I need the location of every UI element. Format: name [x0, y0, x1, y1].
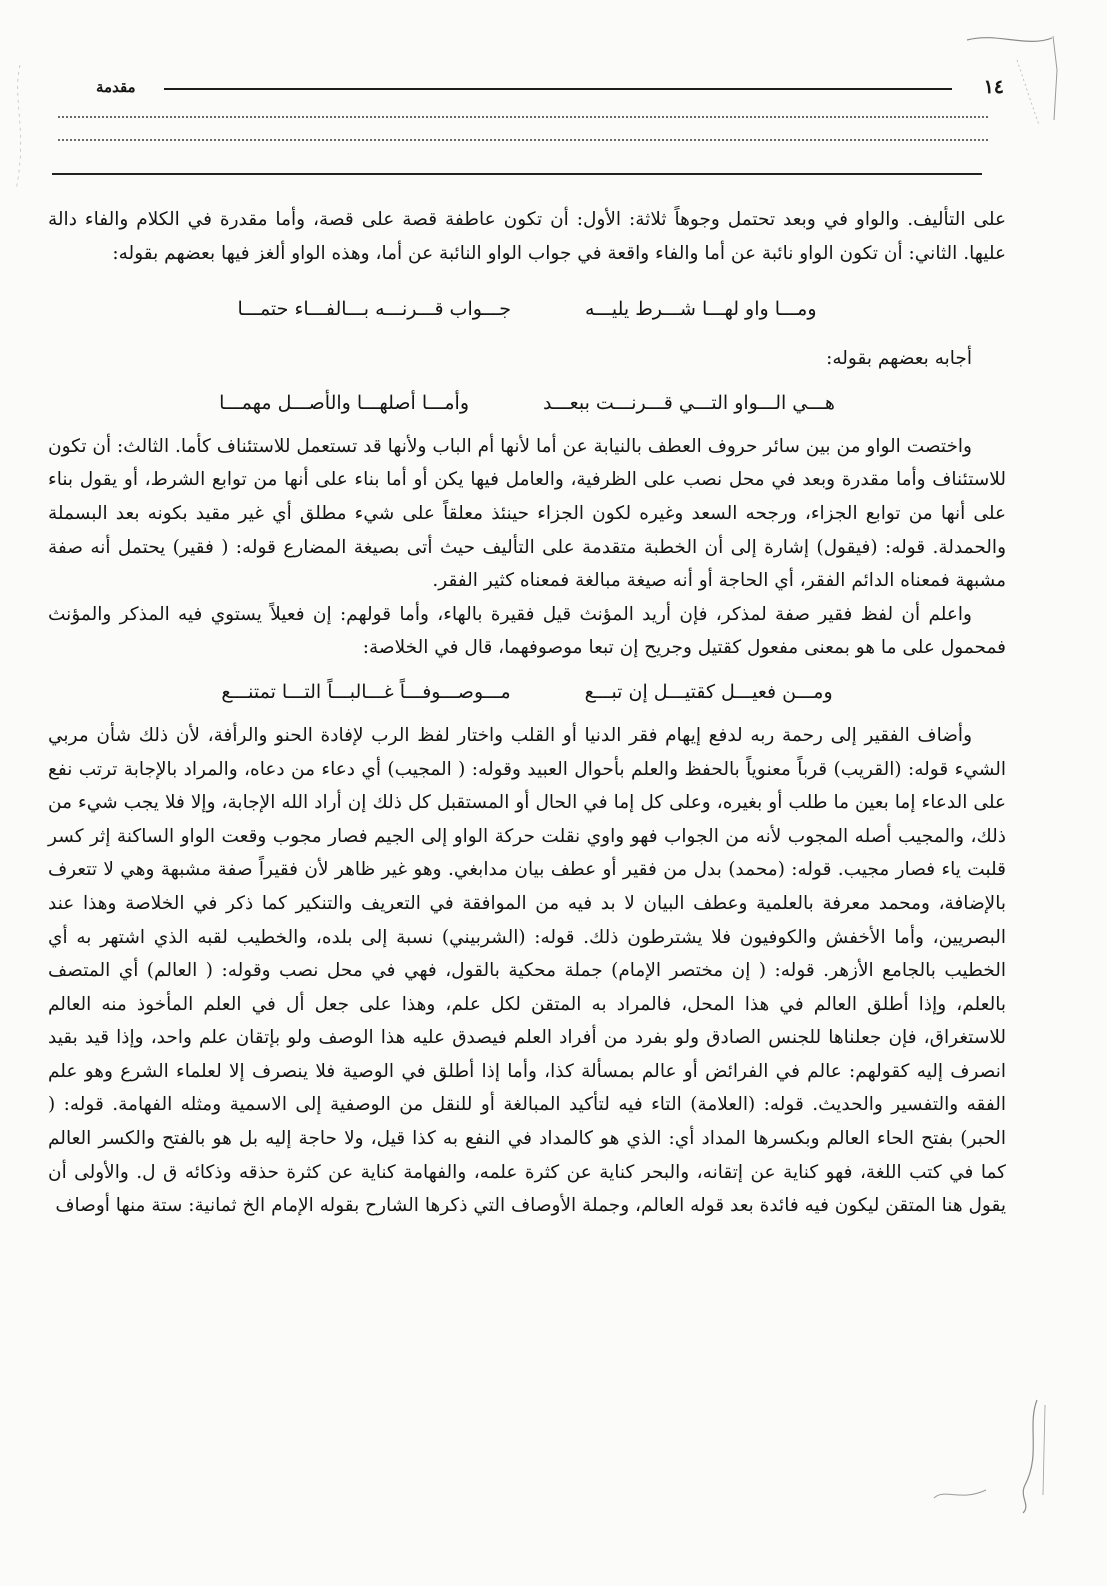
page-number: ١٤ [983, 76, 1004, 98]
verse-answer [48, 386, 1006, 420]
verse-khulasa-second-hemistich: مـــوصـــوفـــاً غـــالبـــاً التـــا تمتنـــع [221, 680, 511, 703]
main-text [48, 203, 1006, 1223]
margin-scribble-left [2, 60, 42, 200]
header-separator [52, 173, 982, 175]
page-header [96, 74, 1040, 104]
verse-riddle [48, 292, 1006, 326]
paragraph-faqir: واعلم أن لفظ فقير صفة لمذكر، فإن أريد المؤنث قيل فقيرة بالهاء، وأما قولهم: إن فعيلاً يستوي فيه المذكر والمؤنث فمحمول على ما هو بمعنى مفعول كقتيل وجريح إن تبعا موصوفهما، قال في الخلاصة: [48, 603, 1006, 659]
margin-scribble-bottom [997, 1395, 1057, 1515]
margin-scribble-corner [930, 1478, 990, 1508]
dotted-divider-bottom [58, 139, 988, 141]
paragraph-waw-istinaf: واختصت الواو من بين سائر حروف العطف بالنيابة عن أما لأنها أم الباب ولأنها قد تستعمل للاستئناف كأما. الثالث: أن تكون للاستئناف وأما مقدرة وبعد في محل نصب على الظرفية، والعامل فيها يكن أو أما بناء على أنها من توابع الشرط، أو يقول بناء على أنها من توابع الجزاء، ورجحه السعد وغيره لكون الجزاء حينئذ معلقاً على شيء مطلق أي غير مقيد بكونه بعد البسملة والحمدلة. قوله: (فيقول) إشارة إلى أن الخطبة متقدمة على التأليف حيث أتى بصيغة المضارع قوله: ( فقير) يحتمل أنه صفة مشبهة فمعناه الدائم الفقر، أي الحاجة أو أنه صيغة مبالغة فمعناه كثير الفقر. [48, 435, 1006, 592]
header-rule [164, 88, 952, 90]
paragraph-commentary: وأضاف الفقير إلى رحمة ربه لدفع إيهام فقر الدنيا أو القلب واختار لفظ الرب لإفادة الحنو والرأفة، لأن ذلك شأن مربي الشيء قوله: (القريب) قرباً معنوياً بالحفظ والعلم بأحوال العبيد وقوله: ( المجيب) أي دعاء من دعاه، والمراد بالإجابة ترتب نفع على الدعاء إما بعين ما طلب أو بغيره، وعلى كل إما في الحال أو المستقبل كل ذلك إن أراد الله الإجابة، وإلا فلا يجب شيء من ذلك، والمجيب أصله المجوب لأنه من الجواب فهو واوي نقلت حركة الواو إلى الجيم فصار مجوب وقعت الواو الساكنة إثر كسر قلبت ياء فصار مجيب. قوله: (محمد) بدل من فقير أو عطف بيان مدابغي. وهو غير ظاهر لأن فقيراً صفة مشبهة وهي لا تتعرف بالإضافة، ومحمد معرفة بالعلمية وعطف البيان لا بد فيه من الموافقة في التعريف والتنكير كما ذكر في الخلاصة وهذا عند البصريين، وأما الأخفش والكوفيون فلا يشترطون ذلك. قوله: (الشربيني) نسبة إلى بلده، والخطيب لقبه الذي اشتهر به أي الخطيب بالجامع الأزهر. قوله: ( إن مختصر الإمام) جملة محكية بالقول، فهي في محل نصب وقوله: ( العالم) أي المتصف بالعلم، وإذا أطلق العالم في هذا المحل، فالمراد به المتقن لكل علم، وهذا على جعل أل في العلم المأخوذ منه العالم للاستغراق، فإن جعلناها للجنس الصادق ولو بفرد من أفراد العلم فيصدق عليه هذا الوصف ولو بإتقان علم واحد، وإذا قيد بقيد انصرف إليه كقولهم: عالم في الفرائض أو عالم بمسألة كذا، وأما إذا أطلق في الوصية فلا ينصرف إلا لعلماء الشرع وهو علم الفقه والتفسير والحديث. قوله: (العلامة) التاء فيه لتأكيد المبالغة أو للنقل من الوصفية إلى الاسمية ومثله الفهامة. قوله: ( الحبر) بفتح الحاء العالم وبكسرها المداد أي: الذي هو كالمداد في النفع به كذا قيل، ولا حاجة إليه بل هو بالفتح والكسر العالم كما في كتب اللغة، فهو كناية عن إتقانه، والبحر كناية عن كثرة علمه، والفهامة كناية عن كثرة حذقه وذكائه ق ل. والأولى أن يقول هنا المتقن ليكون فيه فائدة بعد قوله العالم، وجملة الأوصاف التي ذكرها الشارح بقوله الإمام الخ ثمانية: ستة منها أوصاف [48, 724, 1006, 1217]
verse-khulasa-first-hemistich: ومـــن فعيـــل كقتيـــل إن تبـــع [584, 680, 833, 703]
verse-answer-first-hemistich: هـــي الـــواو التـــي قـــرنـــت ببعـــد [543, 391, 835, 414]
paragraph-answer-intro: أجابه بعضهم بقوله: [826, 348, 972, 370]
verse-khulasa [48, 675, 1006, 709]
verse-riddle-first-hemistich: ومـــا واو لهـــا شـــرط يليـــه [585, 298, 817, 321]
section-title: مقدمة [96, 78, 136, 96]
verse-riddle-second-hemistich: جـــواب قـــرنـــه بـــالفـــاء حتمـــا [237, 298, 511, 321]
margin-scribble-top [957, 30, 1067, 130]
verse-answer-second-hemistich: وأمـــا أصلهـــا والأصـــل مهمـــا [219, 391, 469, 414]
paragraph-waw-meanings: على التأليف. والواو في وبعد تحتمل وجوهاً ثلاثة: الأول: أن تكون عاطفة قصة على قصة، وأما مقدرة في الكلام والفاء دالة عليها. الثاني: أن تكون الواو نائبة عن أما والفاء واقعة في جواب الواو النائبة عن أما، وهذه الواو ألغز فيها بعضهم بقوله: [48, 209, 1006, 264]
dotted-divider-top [58, 116, 988, 118]
